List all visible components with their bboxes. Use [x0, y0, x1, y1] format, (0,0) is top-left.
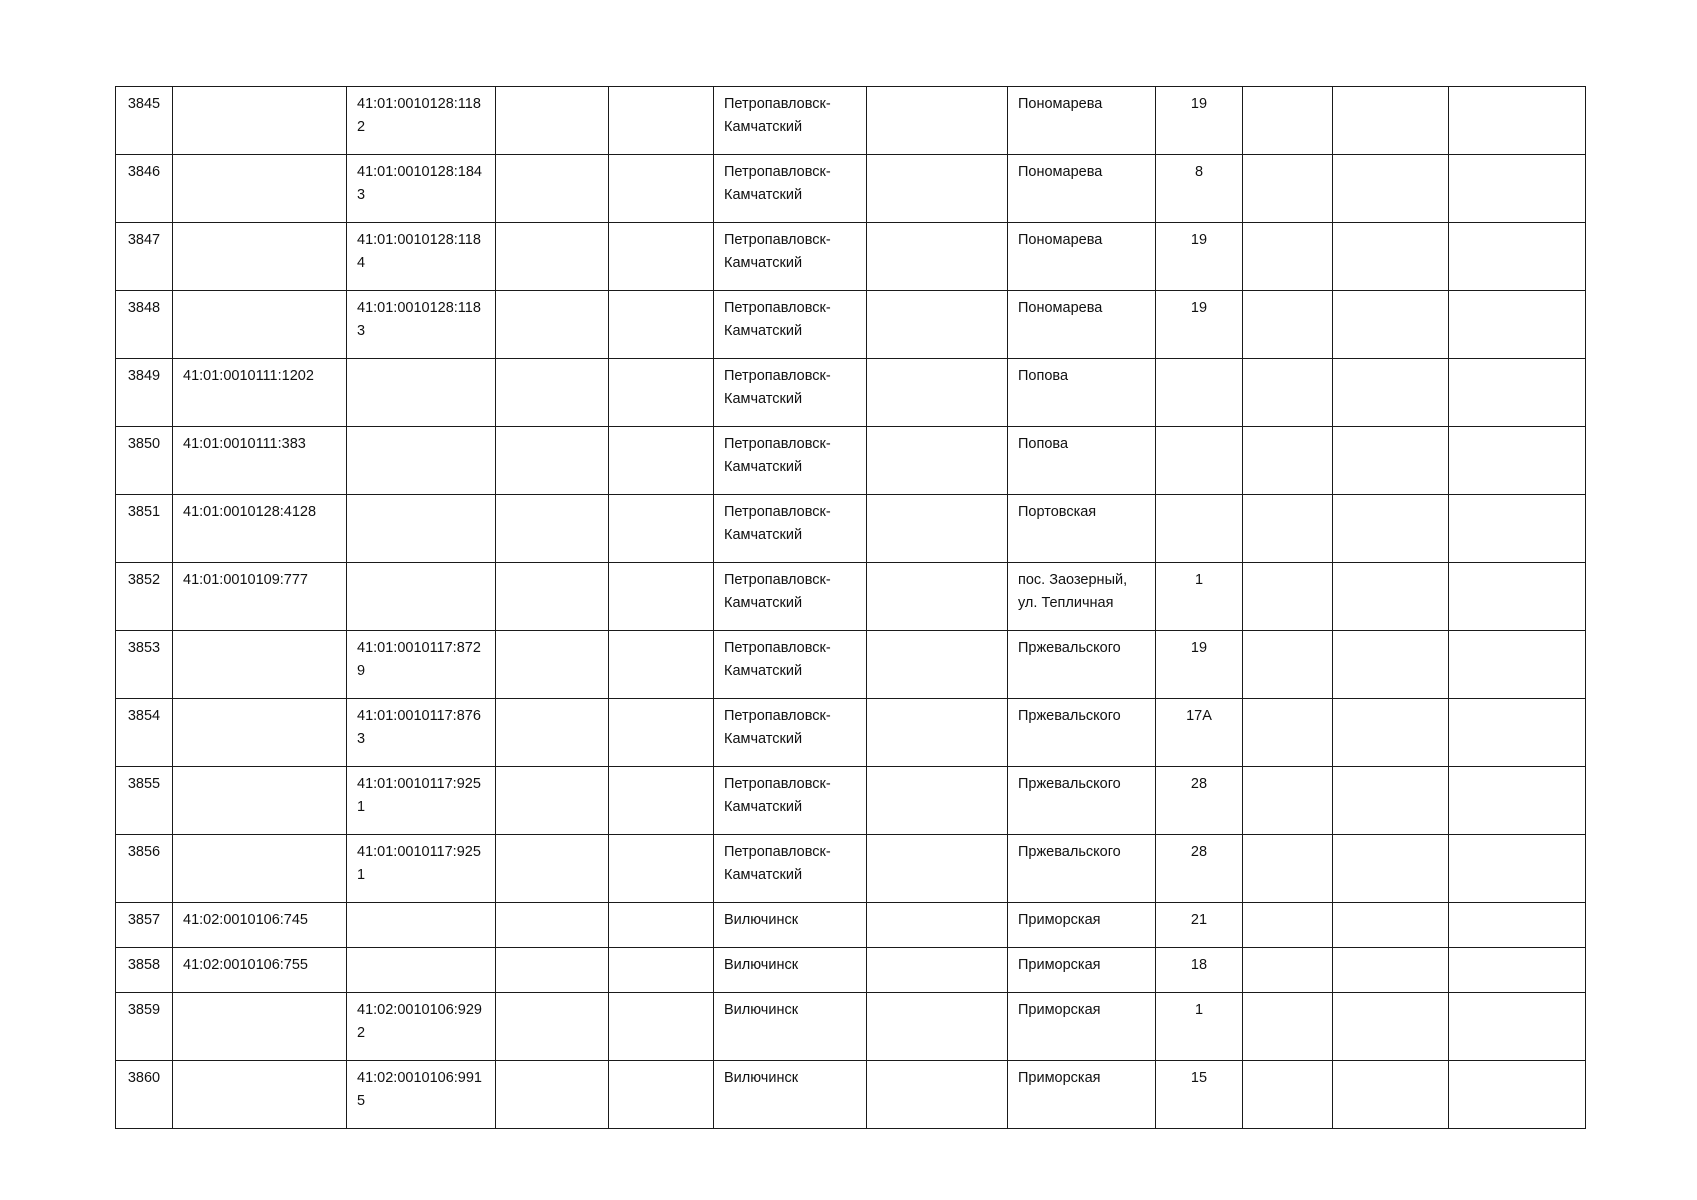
cell-empty	[867, 495, 1008, 563]
cell-empty	[496, 835, 609, 903]
cell-street: Приморская	[1008, 903, 1156, 948]
cell-empty	[1333, 223, 1449, 291]
cell-empty	[496, 631, 609, 699]
cell-empty	[496, 903, 609, 948]
cell-house-number: 15	[1156, 1061, 1243, 1129]
cell-house-number: 18	[1156, 948, 1243, 993]
cell-empty	[867, 359, 1008, 427]
cell-street: Приморская	[1008, 948, 1156, 993]
cell-object-cadastral-number	[347, 427, 496, 495]
cell-empty	[1449, 699, 1586, 767]
cell-row-number: 3853	[116, 631, 173, 699]
cell-empty	[609, 359, 714, 427]
cell-city: Петропавловск-Камчатский	[714, 291, 867, 359]
cell-empty	[1243, 87, 1333, 155]
table-row	[116, 948, 1586, 993]
cell-empty	[1449, 223, 1586, 291]
cell-row-number: 3857	[116, 903, 173, 948]
cell-object-cadastral-number	[347, 903, 496, 948]
cell-land-cadastral-number	[173, 631, 347, 699]
cell-city: Петропавловск-Камчатский	[714, 631, 867, 699]
cell-street: Пономарева	[1008, 87, 1156, 155]
cell-empty	[496, 948, 609, 993]
cell-empty	[609, 835, 714, 903]
cell-street: Пржевальского	[1008, 835, 1156, 903]
cell-house-number: 1	[1156, 993, 1243, 1061]
cell-empty	[496, 767, 609, 835]
cell-empty	[496, 699, 609, 767]
table-row	[116, 631, 1586, 699]
table-body	[116, 87, 1586, 1129]
cell-object-cadastral-number	[347, 563, 496, 631]
cell-house-number: 1	[1156, 563, 1243, 631]
cell-empty	[496, 993, 609, 1061]
cell-empty	[1449, 1061, 1586, 1129]
cell-empty	[609, 767, 714, 835]
cell-street: Пржевальского	[1008, 767, 1156, 835]
cell-empty	[496, 427, 609, 495]
cell-house-number: 28	[1156, 767, 1243, 835]
cell-street: Пржевальского	[1008, 699, 1156, 767]
cell-city: Петропавловск-Камчатский	[714, 359, 867, 427]
cell-empty	[609, 631, 714, 699]
cell-empty	[1449, 767, 1586, 835]
cell-street: Попова	[1008, 359, 1156, 427]
cell-empty	[1243, 1061, 1333, 1129]
cell-empty	[609, 699, 714, 767]
table-row	[116, 699, 1586, 767]
cell-empty	[1449, 427, 1586, 495]
cell-empty	[1333, 835, 1449, 903]
cell-row-number: 3858	[116, 948, 173, 993]
cell-empty	[609, 291, 714, 359]
cell-empty	[609, 1061, 714, 1129]
cell-empty	[1333, 563, 1449, 631]
table-row	[116, 563, 1586, 631]
cell-land-cadastral-number: 41:01:0010128:4128	[173, 495, 347, 563]
cell-empty	[867, 835, 1008, 903]
cell-empty	[609, 427, 714, 495]
cell-empty	[496, 1061, 609, 1129]
cell-row-number: 3847	[116, 223, 173, 291]
cell-row-number: 3855	[116, 767, 173, 835]
table-row	[116, 87, 1586, 155]
table-row	[116, 291, 1586, 359]
cell-land-cadastral-number	[173, 993, 347, 1061]
cell-land-cadastral-number: 41:01:0010109:777	[173, 563, 347, 631]
cell-row-number: 3860	[116, 1061, 173, 1129]
cell-object-cadastral-number: 41:01:0010128:1183	[347, 291, 496, 359]
cell-empty	[1333, 631, 1449, 699]
cell-city: Петропавловск-Камчатский	[714, 835, 867, 903]
cell-empty	[1243, 359, 1333, 427]
cell-empty	[609, 155, 714, 223]
cell-empty	[867, 1061, 1008, 1129]
cell-row-number: 3848	[116, 291, 173, 359]
cell-empty	[867, 223, 1008, 291]
cell-empty	[867, 563, 1008, 631]
cell-row-number: 3856	[116, 835, 173, 903]
cell-empty	[1449, 563, 1586, 631]
cell-empty	[1243, 155, 1333, 223]
cell-empty	[609, 223, 714, 291]
cell-empty	[496, 359, 609, 427]
cell-empty	[867, 427, 1008, 495]
cell-house-number	[1156, 359, 1243, 427]
cell-house-number	[1156, 495, 1243, 563]
cell-land-cadastral-number	[173, 223, 347, 291]
cell-empty	[1449, 291, 1586, 359]
cell-land-cadastral-number: 41:01:0010111:383	[173, 427, 347, 495]
cell-object-cadastral-number: 41:01:0010117:8729	[347, 631, 496, 699]
cell-house-number: 17А	[1156, 699, 1243, 767]
cell-empty	[1449, 631, 1586, 699]
cell-empty	[1333, 291, 1449, 359]
cell-empty	[1243, 699, 1333, 767]
cell-empty	[1243, 948, 1333, 993]
cell-empty	[1333, 359, 1449, 427]
cell-land-cadastral-number	[173, 1061, 347, 1129]
cell-street: Приморская	[1008, 1061, 1156, 1129]
cell-object-cadastral-number: 41:02:0010106:9292	[347, 993, 496, 1061]
cell-object-cadastral-number: 41:01:0010128:1843	[347, 155, 496, 223]
table-row	[116, 903, 1586, 948]
cell-city: Вилючинск	[714, 993, 867, 1061]
cell-land-cadastral-number: 41:02:0010106:755	[173, 948, 347, 993]
cell-object-cadastral-number: 41:01:0010117:8763	[347, 699, 496, 767]
cell-city: Петропавловск-Камчатский	[714, 767, 867, 835]
cell-object-cadastral-number: 41:01:0010128:1182	[347, 87, 496, 155]
cell-street: Попова	[1008, 427, 1156, 495]
cell-empty	[609, 948, 714, 993]
cell-empty	[496, 291, 609, 359]
cell-street: Приморская	[1008, 993, 1156, 1061]
table-row	[116, 1061, 1586, 1129]
cell-row-number: 3859	[116, 993, 173, 1061]
cell-empty	[867, 699, 1008, 767]
cell-empty	[867, 291, 1008, 359]
cell-empty	[1243, 993, 1333, 1061]
cell-row-number: 3849	[116, 359, 173, 427]
cell-object-cadastral-number: 41:01:0010128:1184	[347, 223, 496, 291]
cell-empty	[609, 563, 714, 631]
cell-empty	[1333, 767, 1449, 835]
cell-house-number: 19	[1156, 223, 1243, 291]
cell-house-number: 8	[1156, 155, 1243, 223]
cell-empty	[496, 87, 609, 155]
cell-city: Петропавловск-Камчатский	[714, 563, 867, 631]
cell-object-cadastral-number	[347, 948, 496, 993]
cell-empty	[1449, 359, 1586, 427]
cell-house-number: 19	[1156, 87, 1243, 155]
cell-street: Пржевальского	[1008, 631, 1156, 699]
cell-empty	[867, 155, 1008, 223]
cell-empty	[1243, 631, 1333, 699]
cell-land-cadastral-number: 41:01:0010111:1202	[173, 359, 347, 427]
cell-row-number: 3845	[116, 87, 173, 155]
cell-row-number: 3846	[116, 155, 173, 223]
cell-empty	[609, 495, 714, 563]
table-row	[116, 993, 1586, 1061]
cell-city: Вилючинск	[714, 903, 867, 948]
cell-city: Петропавловск-Камчатский	[714, 87, 867, 155]
cell-object-cadastral-number: 41:01:0010117:9251	[347, 767, 496, 835]
cell-empty	[1243, 563, 1333, 631]
table-row	[116, 359, 1586, 427]
cell-city: Вилючинск	[714, 948, 867, 993]
cell-object-cadastral-number	[347, 359, 496, 427]
table-row	[116, 835, 1586, 903]
cell-empty	[1449, 87, 1586, 155]
cell-empty	[496, 563, 609, 631]
cell-row-number: 3851	[116, 495, 173, 563]
cell-empty	[1333, 1061, 1449, 1129]
cell-object-cadastral-number	[347, 495, 496, 563]
cell-city: Петропавловск-Камчатский	[714, 427, 867, 495]
cell-empty	[1243, 223, 1333, 291]
cell-empty	[1333, 993, 1449, 1061]
cell-object-cadastral-number: 41:02:0010106:9915	[347, 1061, 496, 1129]
cell-house-number: 28	[1156, 835, 1243, 903]
cell-row-number: 3852	[116, 563, 173, 631]
cell-land-cadastral-number	[173, 291, 347, 359]
cell-empty	[867, 631, 1008, 699]
cell-empty	[1333, 699, 1449, 767]
cell-empty	[1449, 993, 1586, 1061]
cell-empty	[496, 495, 609, 563]
cell-empty	[1243, 291, 1333, 359]
cell-row-number: 3854	[116, 699, 173, 767]
cell-land-cadastral-number	[173, 699, 347, 767]
cell-city: Петропавловск-Камчатский	[714, 155, 867, 223]
cell-city: Петропавловск-Камчатский	[714, 699, 867, 767]
cell-row-number: 3850	[116, 427, 173, 495]
cell-city: Петропавловск-Камчатский	[714, 223, 867, 291]
cell-empty	[1333, 903, 1449, 948]
cell-land-cadastral-number: 41:02:0010106:745	[173, 903, 347, 948]
cell-empty	[1449, 835, 1586, 903]
cell-empty	[867, 87, 1008, 155]
cell-land-cadastral-number	[173, 87, 347, 155]
cell-empty	[609, 903, 714, 948]
cell-empty	[867, 948, 1008, 993]
cell-empty	[1333, 155, 1449, 223]
cell-house-number: 19	[1156, 291, 1243, 359]
cell-street: Пономарева	[1008, 223, 1156, 291]
cell-empty	[496, 155, 609, 223]
cell-empty	[1449, 495, 1586, 563]
cell-empty	[1333, 87, 1449, 155]
cell-empty	[1333, 495, 1449, 563]
cell-street: пос. Заозерный, ул. Тепличная	[1008, 563, 1156, 631]
cell-empty	[1333, 427, 1449, 495]
table-row	[116, 155, 1586, 223]
cell-empty	[1243, 495, 1333, 563]
cell-empty	[609, 993, 714, 1061]
table-row	[116, 495, 1586, 563]
table-row	[116, 223, 1586, 291]
cell-empty	[867, 903, 1008, 948]
cell-empty	[1243, 767, 1333, 835]
cell-object-cadastral-number: 41:01:0010117:9251	[347, 835, 496, 903]
cell-empty	[1243, 427, 1333, 495]
cell-house-number	[1156, 427, 1243, 495]
cell-house-number: 19	[1156, 631, 1243, 699]
cell-empty	[1243, 835, 1333, 903]
cell-land-cadastral-number	[173, 767, 347, 835]
cell-empty	[1449, 155, 1586, 223]
cell-empty	[496, 223, 609, 291]
cell-street: Портовская	[1008, 495, 1156, 563]
cell-empty	[867, 993, 1008, 1061]
cell-street: Пономарева	[1008, 155, 1156, 223]
cell-empty	[1243, 903, 1333, 948]
cell-city: Вилючинск	[714, 1061, 867, 1129]
table-row	[116, 767, 1586, 835]
table-row	[116, 427, 1586, 495]
cell-empty	[1333, 948, 1449, 993]
cell-city: Петропавловск-Камчатский	[714, 495, 867, 563]
cell-empty	[1449, 948, 1586, 993]
cell-land-cadastral-number	[173, 835, 347, 903]
cell-empty	[867, 767, 1008, 835]
cell-house-number: 21	[1156, 903, 1243, 948]
cell-empty	[609, 87, 714, 155]
address-register-table	[115, 86, 1586, 1129]
cell-land-cadastral-number	[173, 155, 347, 223]
cell-empty	[1449, 903, 1586, 948]
cell-street: Пономарева	[1008, 291, 1156, 359]
